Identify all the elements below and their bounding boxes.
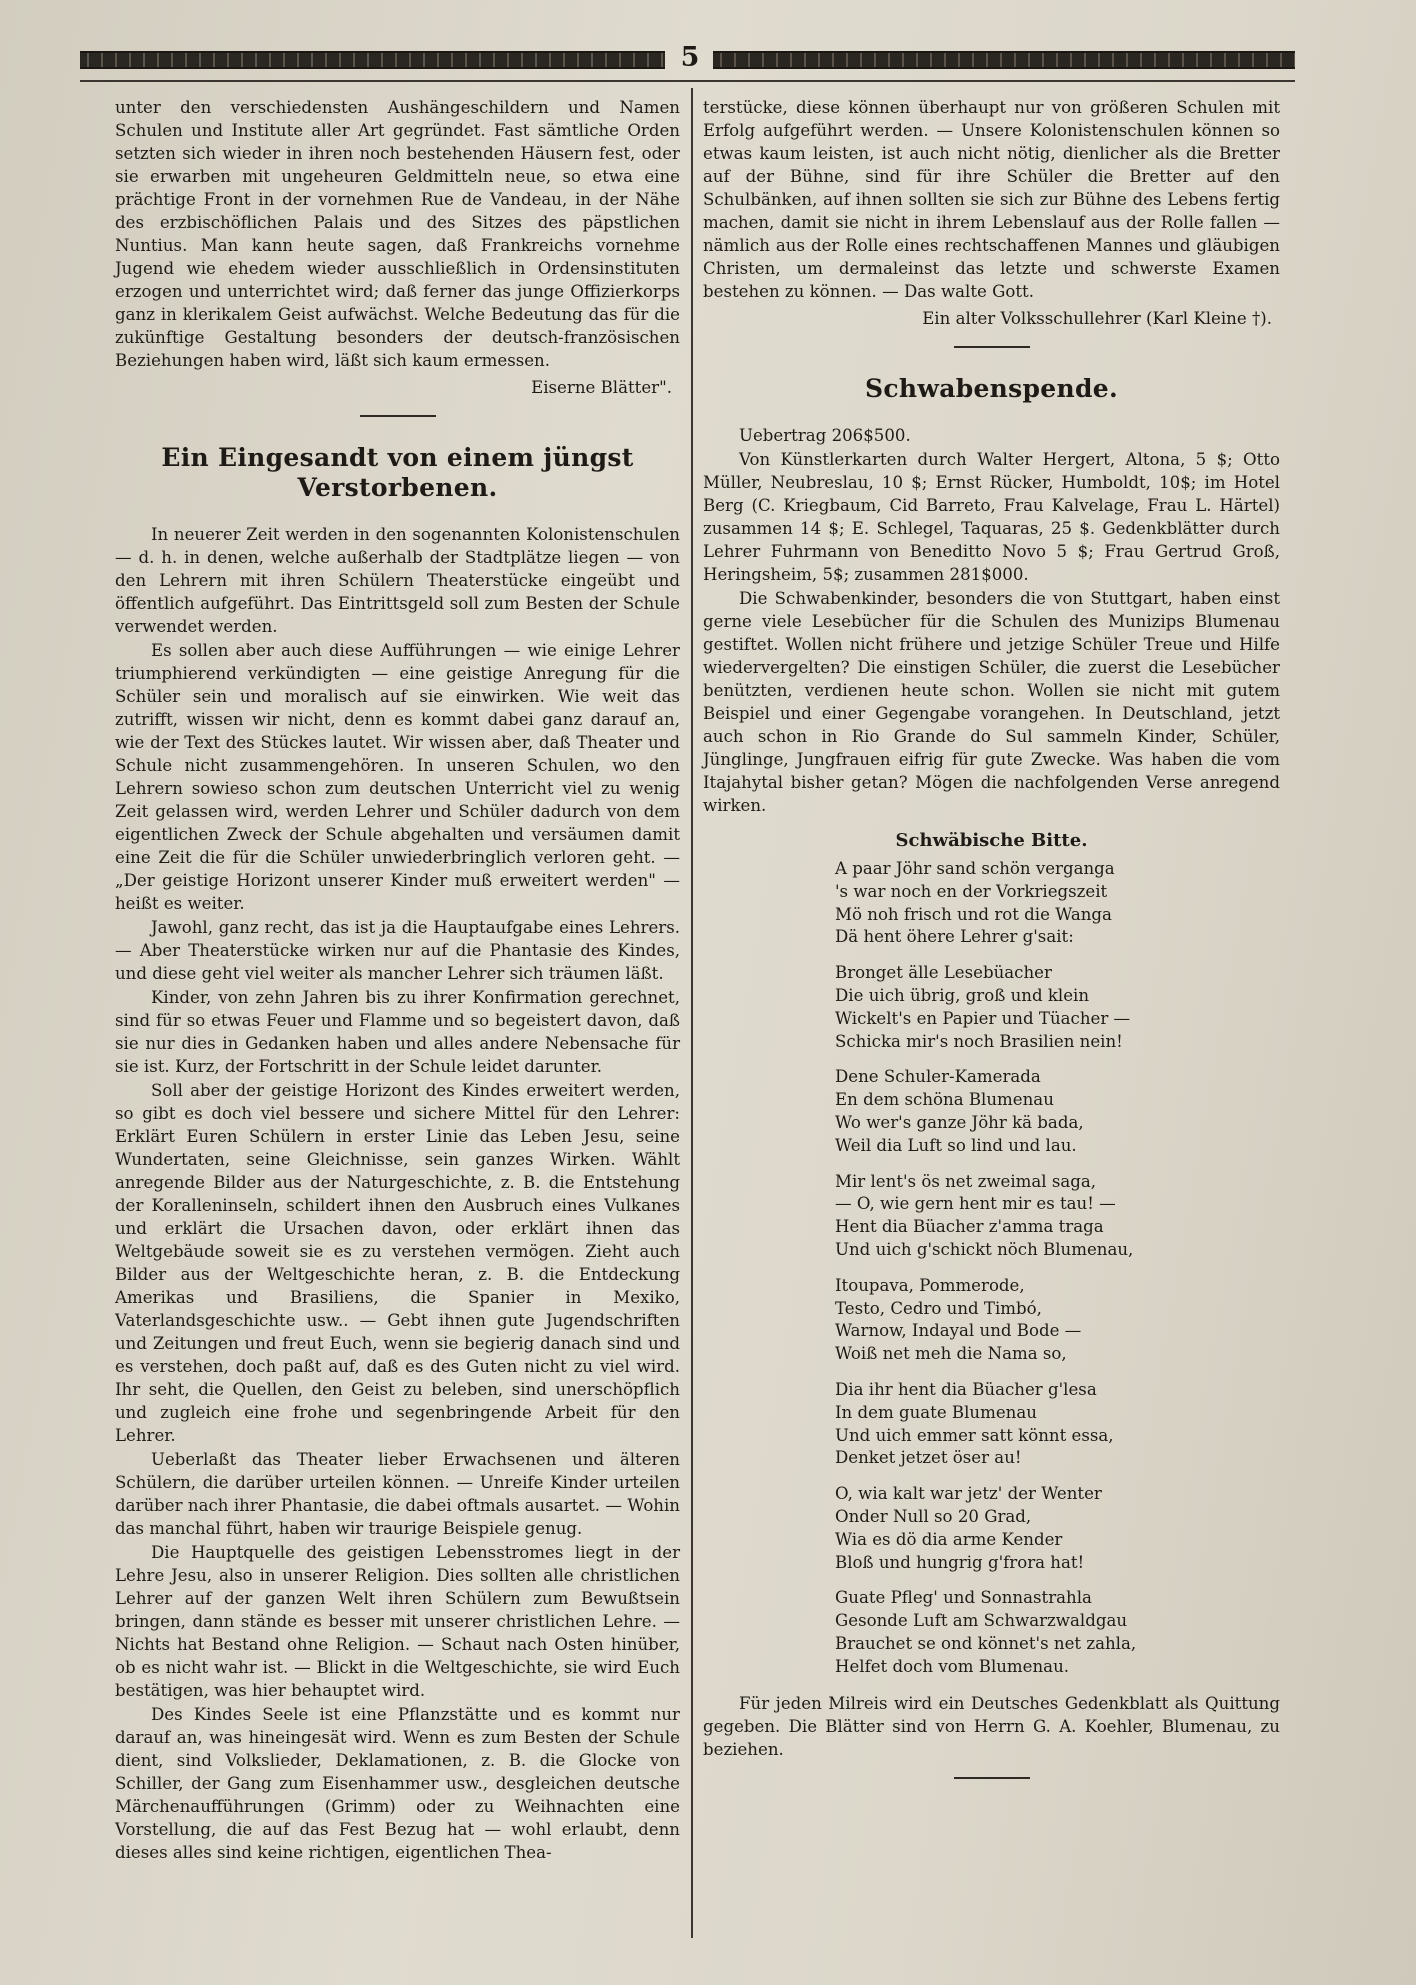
- separator-rule: [954, 346, 1030, 348]
- poem-line: In dem guate Blumenau: [835, 1402, 1037, 1422]
- poem-line: Und uich emmer satt könnt essa,: [835, 1425, 1114, 1445]
- article-paragraph: Die Hauptquelle des geistigen Lebensstromes liegt in der Lehre Jesu, also in unserer Religion. Dies sollten alle christlichen Lehrer auf der ganzen Welt ihren Schülern zum Bewußtsein bringen, dann stände es besser mit unserer christlichen Lehre. — Nichts hat Bestand ohne Religion. — Schaut nach Osten hinüber, ob es nicht wahr ist. — Blickt in die Weltgeschichte, sie wird Euch bestätigen, was hier behauptet wird.: [115, 1543, 680, 1700]
- poem-line: Dia ihr hent dia Büacher g'lesa: [835, 1379, 1097, 1399]
- left-column: [115, 96, 680, 1865]
- poem-line: Mir lent's ös net zweimal saga,: [835, 1171, 1097, 1191]
- article-paragraph: Des Kindes Seele ist eine Pflanzstätte und es kommt nur darauf an, was hineingesät wird. Wenn es zum Besten der Schule dient, sind Volkslieder, Deklamationen, z. B. die Glocke von Schiller, der Gang zum Eisenhammer usw., desgleichen deutsche Märchenaufführungen (Grimm) oder zu Weihnachten eine Vorstellung, die auf das Fest Bezug hat — wohl erlaubt, denn dieses alles sind keine richtigen, eigentlichen Thea-: [115, 1705, 680, 1862]
- closing-paragraph: Für jeden Milreis wird ein Deutsches Gedenkblatt als Quittung gegeben. Die Blätter sind von Herrn G. A. Koehler, Blumenau, zu beziehen.: [703, 1693, 1280, 1759]
- poem-line: Brauchet se ond könnet's net zahla,: [835, 1633, 1137, 1653]
- author-signature: Ein alter Volksschullehrer (Karl Kleine †).: [922, 309, 1272, 328]
- article-paragraph: Jawohl, ganz recht, das ist ja die Hauptaufgabe eines Lehrers. — Aber Theaterstücke wirken nur auf die Phantasie des Kindes, und diese geht viel weiter als mancher Lehrer sich träumen läßt.: [115, 918, 680, 983]
- poem-line: En dem schöna Blumenau: [835, 1090, 1054, 1110]
- article-paragraph: Ueberlaßt das Theater lieber Erwachsenen und älteren Schülern, die darüber urteilen können. — Unreife Kinder urteilen darüber nach ihrer Phantasie, die dabei oftmals ausartet. — Wohin das manchal führt, haben wir traurige Beispiele genug.: [115, 1450, 680, 1538]
- section-title: Schwabenspende.: [865, 374, 1118, 403]
- separator-rule: [954, 1777, 1030, 1779]
- continued-paragraph: terstücke, diese können überhaupt nur von größeren Schulen mit Erfolg aufgeführt werden. — Unsere Kolonistenschulen können so etwas kaum leisten, ist auch nicht nötig, dienlicher als die Bretter auf der Bühne, sind für ihre Schüler die Bretter auf den Schulbänken, auf ihnen sollten sie sich zur Bühne des Lebens fertig machen, damit sie nicht in ihrem Lebenslauf aus der Rolle fallen — nämlich aus der Rolle eines rechtschaffenen Mannes und gläubigen Christen, um dermaleinst das letzte und schwerste Examen bestehen zu können. — Das walte Gott.: [703, 98, 1280, 301]
- poem-stanza: [835, 1171, 1280, 1262]
- poem-line: Hent dia Büacher z'amma traga: [835, 1217, 1104, 1237]
- poem: [835, 858, 1280, 1679]
- poem-line: O, wia kalt war jetz' der Wenter: [835, 1484, 1102, 1504]
- page-header: [80, 42, 1295, 73]
- donation-list: Von Künstlerkarten durch Walter Hergert, Altona, 5 $; Otto Müller, Neubreslau, 10 $; Ernst Rücker, Humboldt, 10$; im Hotel Berg (C. Kriegbaum, Cid Barreto, Frau Kalvelage, Frau L. Härtel) zusammen 14 $; E. Schlegel, Taquaras, 25 $. Gedenkblätter durch Lehrer Fuhrmann von Beneditto Novo 5 $; Frau Gertrud Groß, Heringsheim, 5$; zusammen 281$000.: [703, 450, 1280, 584]
- poem-stanza: [835, 1587, 1280, 1678]
- article-paragraph: In neuerer Zeit werden in den sogenannten Kolonistenschulen — d. h. in denen, welche außerhalb der Stadtplätze liegen — von den Lehrern mit ihren Schülern Theaterstücke eingeübt und öffentlich aufgeführt. Das Eintrittsgeld soll zum Besten der Schule verwendet werden.: [115, 525, 680, 636]
- poem-line: Die uich übrig, groß und klein: [835, 985, 1090, 1005]
- poem-line: Mö noh frisch und rot die Wanga: [835, 904, 1112, 924]
- poem-line: Dene Schuler-Kamerada: [835, 1067, 1041, 1087]
- uebertrag-line: Uebertrag 206$500.: [739, 426, 911, 445]
- poem-stanza: [835, 1275, 1280, 1366]
- poem-line: — O, wie gern hent mir es tau! —: [835, 1194, 1116, 1214]
- article-paragraph: Kinder, von zehn Jahren bis zu ihrer Konfirmation gerechnet, sind für so etwas Feuer und Flamme und so begeistert davon, daß sie nur dies in Gedanken haben und alles andere Nebensache für sie ist. Kurz, der Fortschritt in der Schule leidet darunter.: [115, 988, 680, 1076]
- appeal-paragraph: Die Schwabenkinder, besonders die von Stuttgart, haben einst gerne viele Lesebücher für die Schulen des Munizips Blumenau gestiftet. Wollen nicht frühere und jetzige Schüler Treue und Hilfe wiedervergelten? Die einstigen Schüler, die zuerst die Lesebücher benützten, verdienen heute schon. Wollen sie nicht mit gutem Beispiel und einer Gegengabe vorangehen. In Deutschland, jetzt auch schon in Rio Grande do Sul sammeln Kinder, Schüler, Jünglinge, Jungfrauen eifrig für gute Zwecke. Was haben die vom Itajahytal bisher getan? Mögen die nachfolgenden Verse anregend wirken.: [703, 589, 1280, 815]
- article-paragraph: Soll aber der geistige Horizont des Kindes erweitert werden, so gibt es doch viel bessere und sichere Mittel für den Lehrer: Erklärt Euren Schülern in erster Linie das Leben Jesu, seine Wundertaten, seine Gleichnisse, sein ganzes Wirken. Wählt anregende Bilder aus der Naturgeschichte, z. B. die Entstehung der Koralleninseln, schildert ihnen den Ausbruch eines Vulkanes und erklärt die Ursachen davon, oder erklärt ihnen das Weltgebäude soweit sie es zu verstehen vermögen. Zieht auch Bilder aus der Weltgeschichte heran, z. B. die Entdeckung Amerikas und Brasiliens, die Spanier in Mexiko, Vaterlandsgeschichte usw.. — Gebt ihnen gute Jugendschriften und Zeitungen und freut Euch, wenn sie begierig danach sind und es verstehen, doch paßt auf, daß es des Guten nicht zu viel wird. Ihr seht, die Quellen, den Geist zu beleben, sind unerschöpflich und zugleich eine frohe und segenbringende Arbeit für den Lehrer.: [115, 1081, 680, 1445]
- poem-line: Testo, Cedro und Timbó,: [835, 1298, 1042, 1318]
- column-divider: [691, 88, 693, 1938]
- header-ornament-right: [713, 51, 1295, 69]
- poem-line: Warnow, Indayal und Bode —: [835, 1321, 1082, 1341]
- article-paragraph: Es sollen aber auch diese Aufführungen — wie einige Lehrer triumphierend verkündigten — eine geistige Anregung für die Schüler sein und moralisch auf sie einwirken. Wie weit das zutrifft, wissen wir nicht, denn es kommt dabei ganz darauf an, wie der Text des Stückes lautet. Wir wissen aber, daß Theater und Schule nicht zusammengehören. In unseren Schulen, wo den Lehrern sowieso schon zum deutschen Unterricht viel zu wenig Zeit gelassen wird, werden Lehrer und Schüler dadurch von dem eigentlichen Zweck der Schule abgehalten und versäumen damit eine Zeit die für die Schüler unwiederbringlich verloren geht. — „Der geistige Horizont unserer Kinder muß erweitert werden" — heißt es weiter.: [115, 641, 680, 913]
- poem-line: Helfet doch vom Blumenau.: [835, 1656, 1070, 1676]
- poem-stanza: [835, 962, 1280, 1053]
- poem-line: A paar Jöhr sand schön verganga: [835, 859, 1115, 878]
- poem-line: Itoupava, Pommerode,: [835, 1275, 1025, 1295]
- right-column: [703, 96, 1280, 1795]
- poem-line: Wo wer's ganze Jöhr kä bada,: [835, 1112, 1084, 1132]
- poem-line: Bloß und hungrig g'frora hat!: [835, 1552, 1085, 1572]
- poem-stanza: [835, 858, 1280, 949]
- header-rule: [80, 80, 1295, 82]
- poem-line: Guate Pfleg' und Sonnastrahla: [835, 1588, 1092, 1608]
- page-number: 5: [680, 42, 700, 73]
- poem-stanza: [835, 1379, 1280, 1470]
- poem-line: Dä hent öhere Lehrer g'sait:: [835, 927, 1074, 947]
- source-signature: Eiserne Blätter".: [531, 378, 672, 397]
- poem-stanza: [835, 1483, 1280, 1574]
- poem-line: Schicka mir's noch Brasilien nein!: [835, 1031, 1123, 1051]
- poem-title: Schwäbische Bitte.: [895, 830, 1088, 851]
- poem-line: Weil dia Luft so lind und lau.: [835, 1135, 1077, 1155]
- header-ornament-left: [80, 51, 665, 69]
- poem-line: 's war noch en der Vorkriegszeit: [835, 881, 1108, 901]
- poem-line: Gesonde Luft am Schwarzwaldgau: [835, 1611, 1128, 1631]
- continued-paragraph: unter den verschiedensten Aushängeschildern und Namen Schulen und Institute aller Art gegründet. Fast sämtliche Orden setzten sich wieder in ihren noch bestehenden Häusern fest, oder sie erwarben mit ungeheuren Geldmitteln neue, so etwa eine prächtige Front in der vornehmen Rue de Vandeau, in der Nähe des erzbischöflichen Palais und des Sitzes des päpstlichen Nuntius. Man kann heute sagen, daß Frankreichs vornehme Jugend wie ehedem wieder ausschließlich in Ordensinstituten erzogen und unterrichtet wird; daß ferner das junge Offizierkorps ganz in klerikalem Geist aufwächst. Welche Bedeutung das für die zukünftige Gestaltung besonders der deutsch-französischen Beziehungen haben wird, läßt sich kaum ermessen.: [115, 98, 680, 370]
- article-title: Ein Eingesandt von einem jüngst Verstorbenen.: [161, 443, 634, 502]
- poem-line: Und uich g'schickt nöch Blumenau,: [835, 1239, 1134, 1259]
- poem-line: Bronget älle Lesebüacher: [835, 963, 1052, 983]
- poem-line: Woiß net meh die Nama so,: [835, 1344, 1067, 1364]
- poem-line: Onder Null so 20 Grad,: [835, 1506, 1032, 1526]
- poem-line: Wickelt's en Papier und Tüacher —: [835, 1008, 1131, 1028]
- poem-stanza: [835, 1066, 1280, 1157]
- separator-rule: [360, 415, 436, 417]
- poem-line: Wia es dö dia arme Kender: [835, 1529, 1063, 1549]
- poem-line: Denket jetzet öser au!: [835, 1448, 1022, 1468]
